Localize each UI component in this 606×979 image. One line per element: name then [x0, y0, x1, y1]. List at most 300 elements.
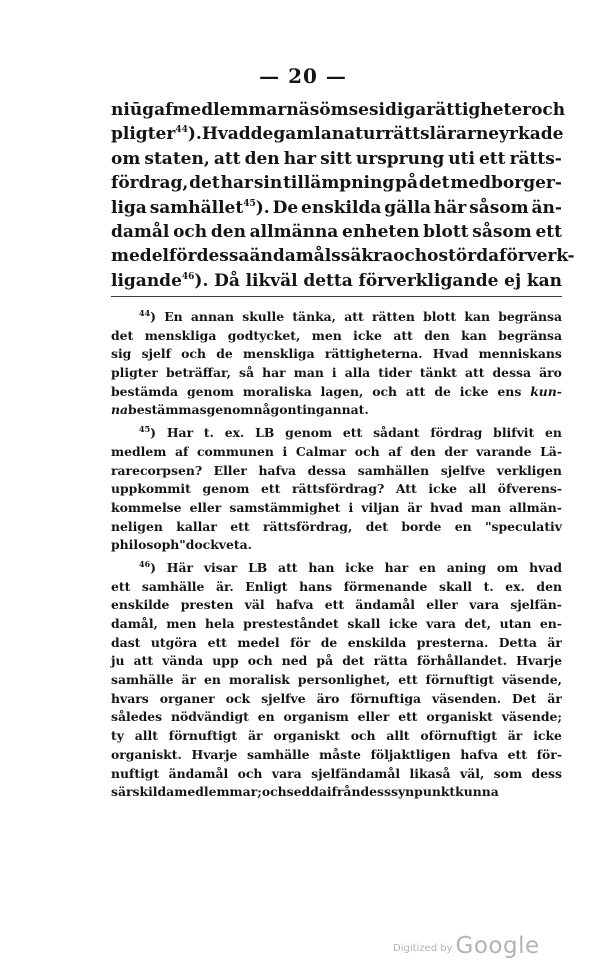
- text-run: det,: [464, 616, 492, 631]
- word: [540, 443, 562, 462]
- text-run: de: [216, 346, 233, 362]
- word: [245, 147, 280, 171]
- text-run: har: [220, 173, 253, 194]
- text-run: dessa: [492, 365, 532, 381]
- body-line: [111, 220, 562, 244]
- footnotes: [111, 308, 562, 802]
- text-run: hvars: [111, 690, 149, 706]
- text-run: men: [311, 327, 342, 343]
- word: [455, 518, 472, 537]
- text-run: tillämpning: [283, 173, 395, 194]
- word: [356, 147, 444, 171]
- word: [296, 443, 346, 462]
- text-run: personlighet,: [297, 672, 391, 688]
- word: [263, 518, 352, 537]
- word: [444, 443, 467, 462]
- text-run: begränsa: [498, 309, 562, 324]
- word: [344, 308, 363, 327]
- text-run: det: [365, 518, 388, 534]
- word: [385, 559, 409, 578]
- word: [111, 783, 174, 802]
- text-run: det: [111, 327, 134, 343]
- word: [505, 578, 525, 597]
- text-run: Lä-: [540, 443, 562, 459]
- word: [374, 652, 408, 671]
- text-run: damål,: [111, 616, 158, 631]
- text-run: medlemmar;: [174, 784, 262, 800]
- word: [498, 308, 562, 327]
- text-run: och: [393, 246, 428, 267]
- text-run: yrkade: [499, 124, 564, 145]
- footnote-line: [111, 634, 562, 653]
- word: [398, 671, 417, 690]
- text-run: sjelfve: [440, 462, 486, 478]
- word: [111, 615, 158, 634]
- text-run: skall: [347, 616, 381, 631]
- footnote-line: [111, 708, 562, 727]
- text-run: Det: [512, 690, 537, 706]
- text-run: tänka,: [292, 309, 337, 324]
- text-run: blifvit: [493, 425, 535, 441]
- text-run: medlemmarnäs: [172, 100, 320, 120]
- word: [509, 499, 562, 518]
- text-run: men: [166, 616, 197, 631]
- text-run: uppkommit: [111, 481, 191, 497]
- text-run: på: [395, 173, 419, 194]
- word: [433, 345, 469, 364]
- text-run: organer: [159, 690, 215, 706]
- word: [111, 383, 178, 402]
- text-run: ett: [342, 425, 363, 441]
- text-run: Har: [166, 425, 194, 441]
- word: [500, 615, 532, 634]
- text-run: allmän-: [509, 499, 562, 515]
- text-run: gamla: [273, 124, 332, 145]
- word: [423, 308, 456, 327]
- footnote-line: [111, 499, 562, 518]
- word: [142, 578, 204, 597]
- word: [111, 443, 166, 462]
- word: [344, 578, 428, 597]
- text-run: naturrättslärarne: [331, 124, 500, 145]
- word: [111, 671, 173, 690]
- text-run: icke: [353, 327, 382, 343]
- text-run: medlem: [111, 443, 167, 459]
- text-run: Här: [166, 559, 194, 575]
- text-run: den: [410, 443, 436, 459]
- text-run: en: [204, 672, 221, 688]
- word: [484, 578, 494, 597]
- word: [319, 98, 426, 122]
- text-run: och: [354, 443, 380, 459]
- text-run: den: [424, 327, 450, 343]
- word: [372, 308, 415, 327]
- word: [508, 727, 523, 746]
- text-run: bestämda: [111, 383, 179, 399]
- word: [111, 171, 188, 195]
- footnote-ref: 44: [139, 308, 151, 318]
- word: [238, 765, 263, 784]
- word: [512, 690, 536, 709]
- text-run: presteståndet: [243, 616, 339, 631]
- word: [254, 171, 282, 195]
- text-run: för-: [536, 746, 562, 762]
- word: [181, 345, 206, 364]
- text-run: särskilda: [111, 784, 175, 800]
- word: [142, 345, 171, 364]
- word: [111, 634, 140, 653]
- word: [497, 383, 521, 402]
- word: [378, 364, 412, 383]
- word: [391, 783, 455, 802]
- body-line: [111, 244, 575, 268]
- text-run: säkra: [340, 246, 394, 267]
- text-run: ex.: [505, 578, 525, 594]
- text-run: menniskans: [478, 346, 562, 362]
- text-run: niūg: [111, 100, 155, 120]
- word: [426, 615, 456, 634]
- text-run: ett: [261, 481, 281, 497]
- word: [111, 401, 128, 420]
- text-run: uti: [448, 148, 475, 169]
- text-run: likaså: [409, 765, 451, 781]
- text-run: samhälle: [141, 578, 205, 594]
- text-run: lagen,: [320, 383, 364, 399]
- word: [441, 462, 485, 481]
- text-run: likväl: [245, 270, 298, 291]
- word: [216, 578, 234, 597]
- text-run: genom: [202, 481, 250, 497]
- word: [166, 364, 231, 383]
- text-run: dess: [531, 765, 562, 781]
- text-run: ursprung: [355, 148, 445, 169]
- text-run: sjelfän-: [510, 597, 562, 613]
- word: [547, 690, 562, 709]
- text-run: den: [536, 578, 562, 594]
- text-run: att: [344, 309, 364, 324]
- text-run: den: [244, 148, 280, 169]
- word: [226, 690, 250, 709]
- word: [111, 220, 169, 244]
- word: [303, 269, 352, 293]
- text-run: ju: [111, 653, 125, 669]
- text-run: "speculativ: [485, 518, 562, 534]
- word: [144, 147, 209, 171]
- text-run: ostörda: [427, 246, 500, 267]
- word: [111, 462, 202, 481]
- word: [530, 383, 562, 402]
- word: [111, 652, 125, 671]
- text-run: väsende;: [501, 709, 562, 725]
- word: [181, 596, 234, 615]
- text-run: Eller: [213, 462, 247, 478]
- text-run: kunna: [455, 784, 499, 800]
- text-run: i: [331, 365, 337, 381]
- text-run: hafva: [460, 746, 498, 762]
- text-run: varande: [476, 443, 532, 459]
- text-run: t.: [203, 425, 214, 441]
- word: [350, 690, 421, 709]
- word: [186, 536, 219, 555]
- word: [204, 559, 237, 578]
- text-run: annan: [190, 309, 234, 324]
- word: [239, 364, 254, 383]
- text-run: för: [168, 246, 197, 267]
- text-run: måste: [319, 746, 361, 762]
- word: [448, 147, 475, 171]
- word: [273, 727, 340, 746]
- word: [111, 147, 140, 171]
- text-run: för: [290, 634, 311, 650]
- text-run: ett: [535, 221, 562, 242]
- footnote-ref: 45: [139, 424, 151, 435]
- word: [261, 690, 305, 709]
- text-run: allt: [386, 728, 410, 744]
- text-run: är: [547, 634, 562, 650]
- footnote-line: [111, 308, 562, 327]
- text-run: beträffar,: [165, 365, 231, 381]
- footnote-line: [111, 578, 562, 597]
- text-run: annat.: [324, 402, 369, 418]
- word: [536, 578, 562, 597]
- word: [347, 615, 380, 634]
- word: [464, 615, 491, 634]
- footnote-line: [111, 462, 562, 481]
- word: [204, 671, 221, 690]
- text-run: samhället: [149, 197, 244, 218]
- text-run: pligter: [111, 365, 158, 381]
- text-run: tider: [378, 365, 412, 381]
- text-run: enskilde: [111, 597, 170, 613]
- word: [151, 634, 197, 653]
- word: [494, 765, 522, 784]
- word: [465, 364, 484, 383]
- word: [317, 690, 340, 709]
- word: [321, 634, 338, 653]
- text-run: hela: [204, 616, 235, 631]
- word: [439, 578, 472, 597]
- word: [216, 345, 233, 364]
- word: [308, 462, 347, 481]
- text-run: på: [316, 653, 334, 669]
- watermark-caption: Digitized by: [393, 943, 453, 954]
- text-run: ändamål: [355, 597, 415, 613]
- word: [423, 220, 468, 244]
- text-run: En: [164, 309, 183, 324]
- text-run: godtycket,: [227, 327, 301, 343]
- text-run: Hvad: [432, 346, 469, 362]
- text-run: ligande: [111, 270, 182, 291]
- word: [111, 499, 182, 518]
- word: [111, 480, 191, 499]
- body-line: [111, 122, 562, 146]
- word: [243, 615, 339, 634]
- text-run: eller: [357, 709, 390, 725]
- text-run: rättsfördrag,: [262, 518, 353, 534]
- word: [173, 220, 207, 244]
- word: [498, 327, 562, 346]
- text-run: kallar: [176, 518, 217, 534]
- word: [145, 327, 217, 346]
- word: [493, 364, 532, 383]
- word: [358, 708, 390, 727]
- word: [417, 652, 507, 671]
- text-run: moralisk: [228, 672, 290, 688]
- word: [419, 171, 450, 195]
- word: [345, 559, 374, 578]
- word: [342, 652, 364, 671]
- word: [420, 727, 497, 746]
- word: [278, 559, 297, 578]
- word: [527, 269, 562, 293]
- word: [111, 708, 162, 727]
- text-run: organiskt: [273, 728, 340, 744]
- text-run: det: [189, 173, 220, 194]
- text-run: kan: [526, 270, 562, 291]
- text-run: att: [278, 559, 298, 575]
- word: [360, 783, 391, 802]
- text-run: organism: [283, 709, 349, 725]
- word: [430, 424, 482, 443]
- text-run: en-: [539, 616, 562, 631]
- footnote-line: [111, 765, 562, 784]
- text-run: är.: [215, 578, 234, 594]
- text-run: ): [150, 425, 157, 441]
- text-run: utan: [499, 616, 532, 631]
- text-run: man: [470, 499, 502, 515]
- footnote-line: [111, 746, 562, 765]
- word: [282, 652, 308, 671]
- text-run: ): [150, 309, 157, 324]
- text-run: att: [213, 148, 241, 169]
- text-run: dessa: [196, 246, 250, 267]
- text-run: medel: [111, 246, 169, 267]
- text-run: der: [444, 443, 468, 459]
- text-run: väsenden.: [432, 690, 502, 706]
- word: [111, 196, 147, 220]
- footnote-line: [111, 615, 562, 634]
- word: [167, 559, 193, 578]
- text-run: någonting: [253, 402, 325, 418]
- text-run: nödvändigt: [170, 709, 249, 725]
- word: [287, 783, 327, 802]
- word: [273, 196, 299, 220]
- word: [207, 401, 254, 420]
- text-run: att: [464, 365, 485, 381]
- body-line: [111, 98, 566, 122]
- text-run: upp: [212, 653, 239, 669]
- text-run: vara: [426, 616, 456, 631]
- word: [311, 765, 400, 784]
- text-run: hvad: [529, 559, 562, 575]
- text-run: genom: [206, 402, 254, 418]
- italic-text: kun-: [530, 383, 562, 399]
- text-run: Då: [214, 270, 240, 291]
- text-run: ty: [111, 728, 124, 744]
- text-run: gälla: [384, 197, 432, 218]
- word: [292, 480, 384, 499]
- text-run: ett: [324, 597, 345, 613]
- word: [134, 652, 153, 671]
- text-run: är: [507, 728, 523, 744]
- word: [471, 499, 501, 518]
- text-run: eller: [189, 499, 222, 515]
- text-run: såsom: [472, 221, 532, 242]
- text-run: har: [384, 559, 409, 575]
- word: [111, 345, 131, 364]
- text-run: är: [247, 728, 263, 744]
- text-run: förnuftigt: [168, 728, 238, 744]
- word: [111, 244, 169, 268]
- text-run: han: [308, 559, 335, 575]
- word: [202, 480, 249, 499]
- text-run: hafva: [258, 462, 297, 478]
- word: [359, 269, 499, 293]
- text-run: en: [419, 559, 436, 575]
- word: [499, 634, 537, 653]
- word: [516, 652, 562, 671]
- text-run: aning: [446, 559, 487, 575]
- word: [396, 480, 417, 499]
- text-run: kan: [464, 309, 490, 324]
- text-run: enskilda: [301, 197, 382, 218]
- word: [312, 327, 342, 346]
- text-run: rättigheterna.: [324, 346, 423, 362]
- word: [430, 499, 463, 518]
- word: [502, 671, 562, 690]
- text-run: sedda: [286, 784, 327, 800]
- text-run: ett: [398, 709, 418, 725]
- text-run: organiskt.: [111, 746, 182, 762]
- text-run: är: [181, 672, 197, 688]
- text-run: har: [283, 148, 317, 169]
- text-run: man: [293, 365, 324, 381]
- word: [371, 746, 451, 765]
- word: [469, 480, 486, 499]
- word: [531, 98, 565, 122]
- text-run: allt: [134, 728, 158, 744]
- word: [258, 708, 275, 727]
- text-run: ett: [507, 746, 528, 762]
- word: [292, 308, 336, 327]
- word: [343, 424, 362, 443]
- text-run: genom: [285, 425, 333, 441]
- word: [502, 708, 562, 727]
- text-run: ändamål: [168, 765, 229, 781]
- word: [175, 443, 188, 462]
- word: [169, 244, 197, 268]
- body-line: [111, 196, 562, 220]
- text-run: icke: [533, 728, 562, 744]
- word: [283, 171, 394, 195]
- text-run: följaktligen: [370, 746, 451, 762]
- footnote-line: [111, 345, 562, 364]
- word: [111, 364, 158, 383]
- word: [154, 98, 172, 122]
- text-run: det: [342, 653, 365, 669]
- text-run: ).: [187, 124, 202, 145]
- text-run: presterna.: [416, 634, 489, 650]
- text-run: och: [181, 346, 206, 362]
- text-run: om: [496, 559, 519, 575]
- word: [308, 559, 334, 578]
- word: [248, 652, 273, 671]
- text-run: den: [210, 221, 246, 242]
- word: [249, 244, 340, 268]
- word: [272, 765, 302, 784]
- word: [499, 122, 563, 146]
- text-run: förverkligande: [358, 270, 499, 291]
